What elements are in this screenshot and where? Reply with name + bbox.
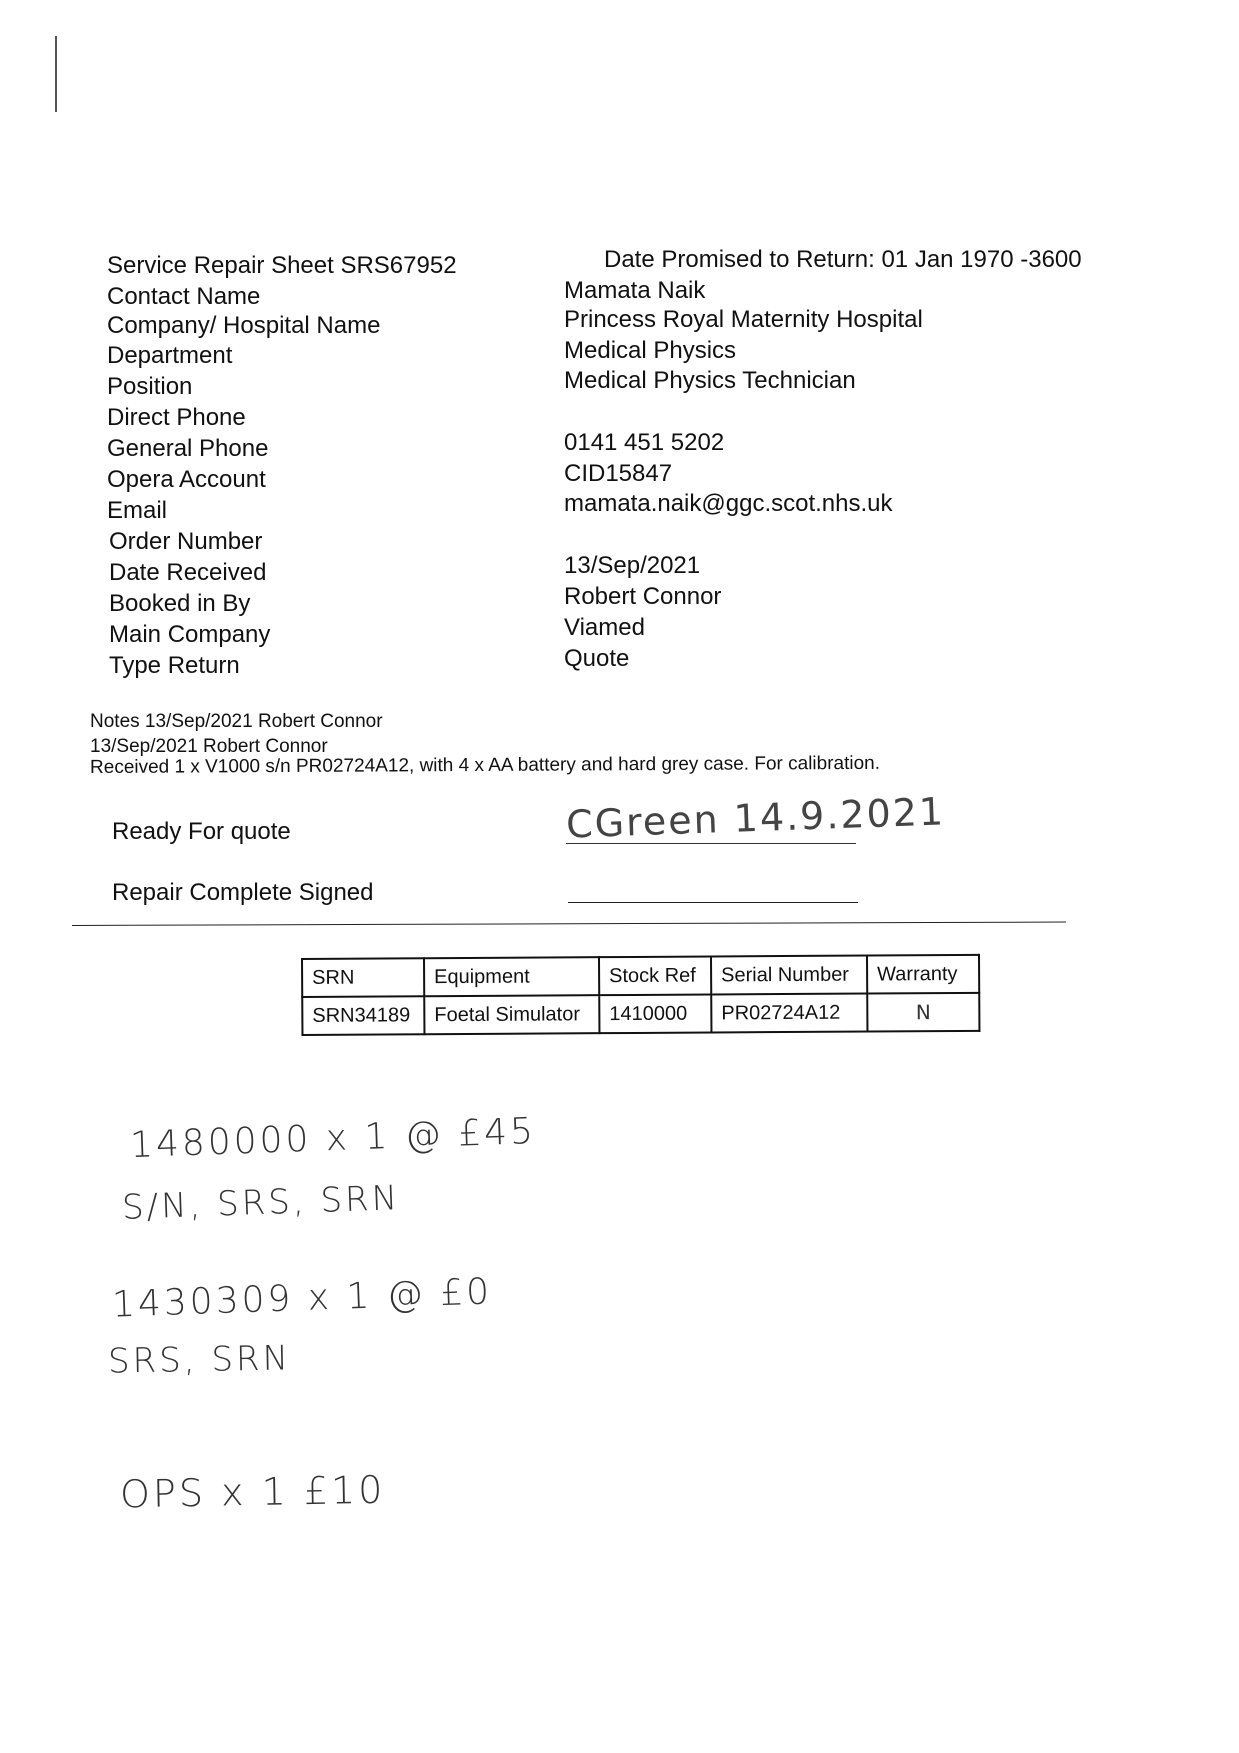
ready-signature: CGreen 14.9.2021 bbox=[565, 789, 946, 847]
table-header-row bbox=[302, 955, 979, 997]
value-opera-account: CID15847 bbox=[564, 460, 673, 487]
ready-for-quote-label: Ready For quote bbox=[112, 818, 291, 845]
label-position: Position bbox=[107, 373, 193, 400]
handwritten-line-1: 1480000 x 1 @ £45 bbox=[129, 1110, 537, 1167]
header-serial-number: Serial Number bbox=[711, 956, 867, 995]
label-order-number: Order Number bbox=[109, 528, 263, 555]
header-srn: SRN bbox=[302, 958, 424, 997]
sheet-title: Service Repair Sheet SRS67952 bbox=[107, 252, 457, 279]
page-edge-mark bbox=[55, 36, 57, 112]
cell-srn: SRN34189 bbox=[302, 996, 424, 1035]
handwritten-line-4: SRS, SRN bbox=[107, 1338, 292, 1382]
ready-signature-line bbox=[566, 843, 856, 844]
repair-complete-label: Repair Complete Signed bbox=[112, 879, 374, 906]
value-booked-in-by: Robert Connor bbox=[564, 583, 722, 610]
label-general-phone: General Phone bbox=[107, 435, 269, 462]
equipment-table bbox=[301, 954, 980, 1036]
notes-entry-text: Received 1 x V1000 s/n PR02724A12, with 4 x AA battery and hard grey case. For calibration. bbox=[89, 752, 881, 778]
repair-complete-signature-line bbox=[568, 902, 858, 903]
handwritten-line-5: OPS x 1 £10 bbox=[119, 1467, 386, 1517]
header-warranty: Warranty bbox=[867, 955, 979, 994]
header-equipment: Equipment bbox=[424, 957, 599, 996]
handwritten-line-3: 1430309 x 1 @ £0 bbox=[111, 1271, 493, 1326]
label-opera-account: Opera Account bbox=[107, 466, 266, 493]
value-company: Princess Royal Maternity Hospital bbox=[564, 306, 923, 333]
date-promised: Date Promised to Return: 01 Jan 1970 -3600 bbox=[604, 246, 1082, 273]
value-main-company: Viamed bbox=[564, 614, 645, 641]
handwritten-line-2: S/N, SRS, SRN bbox=[121, 1178, 401, 1228]
label-type-return: Type Return bbox=[109, 652, 240, 679]
label-company: Company/ Hospital Name bbox=[107, 312, 381, 339]
table-row bbox=[302, 993, 979, 1035]
cell-serial-number: PR02724A12 bbox=[711, 994, 867, 1033]
cell-warranty: N bbox=[867, 993, 979, 1032]
value-general-phone: 0141 451 5202 bbox=[564, 429, 725, 456]
value-department: Medical Physics bbox=[564, 337, 737, 364]
label-main-company: Main Company bbox=[109, 621, 271, 648]
value-contact-name: Mamata Naik bbox=[564, 277, 706, 304]
label-email: Email bbox=[107, 497, 168, 524]
label-department: Department bbox=[107, 342, 233, 369]
label-direct-phone: Direct Phone bbox=[107, 404, 246, 431]
label-date-received: Date Received bbox=[109, 559, 267, 586]
cell-stock-ref: 1410000 bbox=[599, 994, 711, 1033]
value-date-received: 13/Sep/2021 bbox=[564, 552, 701, 579]
value-type-return: Quote bbox=[564, 645, 630, 672]
value-email: mamata.naik@ggc.scot.nhs.uk bbox=[564, 490, 893, 517]
section-divider bbox=[72, 922, 1066, 926]
value-position: Medical Physics Technician bbox=[564, 367, 856, 394]
header-stock-ref: Stock Ref bbox=[599, 956, 711, 995]
notes-header: Notes 13/Sep/2021 Robert Connor bbox=[90, 711, 383, 732]
notes-entry-date: 13/Sep/2021 Robert Connor bbox=[90, 736, 328, 757]
label-booked-in-by: Booked in By bbox=[109, 590, 251, 617]
label-contact-name: Contact Name bbox=[107, 283, 261, 310]
cell-equipment: Foetal Simulator bbox=[424, 995, 599, 1034]
